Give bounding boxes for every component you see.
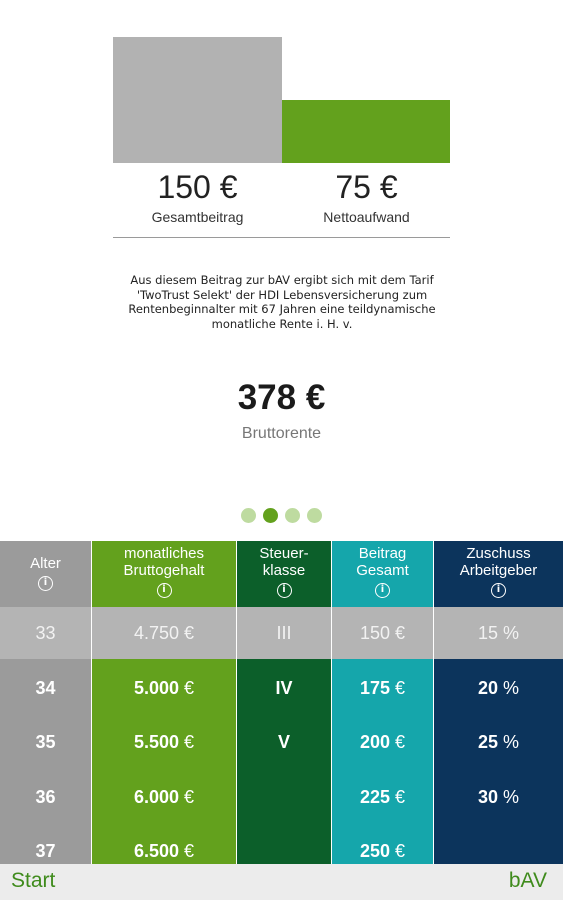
cell-unit: €: [395, 786, 406, 807]
cell-value: 6.500: [133, 841, 179, 861]
cell-value: 20: [477, 677, 498, 698]
table-cell[interactable]: [92, 786, 236, 808]
bottom-navigation: [0, 864, 563, 900]
age-column-header: [0, 541, 91, 607]
cell-value: 15: [477, 623, 498, 643]
cell-unit: €: [395, 623, 406, 643]
page-dot[interactable]: [307, 508, 322, 523]
tax-class-column[interactable]: [237, 541, 331, 864]
cell-value: 6.000: [133, 786, 179, 807]
info-icon[interactable]: i: [375, 583, 390, 598]
cell-unit: €: [395, 732, 406, 752]
table-cell[interactable]: [434, 786, 563, 808]
table-cell[interactable]: [0, 786, 91, 808]
net-cost-bar: [282, 100, 450, 163]
cell-unit: %: [503, 623, 520, 643]
cell-value: 35: [35, 732, 56, 752]
cell-unit: €: [184, 732, 195, 752]
page-dot[interactable]: [263, 508, 278, 523]
net-cost-block: [282, 168, 451, 226]
bav-nav-button[interactable]: bAV: [508, 869, 547, 892]
employer-header-line2: Arbeitgeber: [459, 562, 538, 579]
employer-subsidy-column-header: [434, 541, 563, 607]
table-cell[interactable]: [92, 840, 236, 862]
gross-pension-amount: 378 €: [237, 378, 326, 417]
table-cell[interactable]: [92, 731, 236, 753]
table-cell[interactable]: [332, 677, 433, 699]
salary-column-header: [92, 541, 236, 607]
info-icon[interactable]: i: [157, 583, 172, 598]
total-header-line1: Beitrag: [358, 545, 407, 562]
age-header-label: Alter: [30, 555, 61, 572]
cell-value: IV: [275, 677, 293, 698]
info-icon[interactable]: i: [277, 583, 292, 598]
cell-value: 37: [35, 841, 56, 861]
cell-unit: €: [184, 786, 195, 807]
cell-value: 250: [359, 841, 390, 861]
cell-unit: %: [503, 786, 520, 807]
table-cell[interactable]: [332, 840, 433, 862]
total-header-line2: Gesamt: [356, 562, 409, 579]
info-icon[interactable]: i: [38, 576, 53, 591]
cell-value: 150: [359, 623, 390, 643]
cell-value: 34: [35, 677, 56, 698]
info-icon[interactable]: i: [491, 583, 506, 598]
cell-value: 5.500: [133, 732, 179, 752]
table-cell[interactable]: [237, 622, 331, 644]
cell-value: 30: [477, 786, 498, 807]
cell-value: 200: [359, 732, 390, 752]
cell-unit: €: [395, 677, 406, 698]
cell-unit: %: [503, 732, 520, 752]
table-cell[interactable]: [92, 677, 236, 699]
salary-header-line1: monatliches: [123, 545, 205, 562]
table-cell[interactable]: [237, 731, 331, 753]
employer-subsidy-column[interactable]: [434, 541, 563, 864]
cell-value: III: [276, 623, 292, 643]
cell-value: 4.750: [133, 623, 179, 643]
table-cell[interactable]: [434, 731, 563, 753]
table-cell[interactable]: [434, 622, 563, 644]
cell-value: 36: [35, 786, 56, 807]
page-dot[interactable]: [241, 508, 256, 523]
total-contribution-column-header: [332, 541, 433, 607]
salary-column[interactable]: [92, 541, 236, 864]
gross-pension-label: Bruttorente: [241, 425, 322, 442]
tax-header-line1: Steuer-: [259, 545, 309, 562]
gross-contribution-block: [113, 168, 282, 226]
cell-value: 175: [359, 677, 390, 698]
gross-contribution-amount: 150 €: [157, 169, 238, 205]
table-cell[interactable]: [0, 677, 91, 699]
page-dot[interactable]: [285, 508, 300, 523]
cell-value: 33: [35, 623, 56, 643]
net-cost-amount: 75 €: [335, 169, 398, 205]
page-indicator[interactable]: [0, 508, 563, 523]
table-cell[interactable]: [0, 622, 91, 644]
total-contribution-column[interactable]: [332, 541, 433, 864]
cell-unit: €: [184, 623, 195, 643]
table-cell[interactable]: [0, 731, 91, 753]
salary-header-line2: Bruttogehalt: [123, 562, 205, 579]
table-cell[interactable]: [92, 622, 236, 644]
cell-unit: €: [184, 841, 195, 861]
tax-class-column-header: [237, 541, 331, 607]
tax-header-line2: klasse: [262, 562, 306, 579]
table-cell[interactable]: [0, 840, 91, 862]
cell-value: 225: [359, 786, 390, 807]
table-cell[interactable]: [332, 622, 433, 644]
cell-unit: %: [503, 677, 520, 698]
net-cost-label: Nettoaufwand: [323, 209, 410, 225]
employer-header-line1: Zuschuss: [466, 545, 531, 562]
gross-contribution-bar: [113, 37, 282, 163]
gross-contribution-label: Gesamtbeitrag: [151, 209, 244, 225]
age-column[interactable]: [0, 541, 91, 864]
pension-description: Aus diesem Beitrag zur bAV ergibt sich mit dem Tarif 'TwoTrust Selekt' der HDI Lebensversicherung zum Rentenbeginnalter mit 67 Jahren eine teildynamische monatliche Rente i. H. v.: [128, 273, 436, 331]
cell-unit: €: [184, 677, 195, 698]
cell-value: V: [277, 732, 290, 752]
cell-unit: €: [395, 841, 406, 861]
table-cell[interactable]: [332, 731, 433, 753]
table-cell[interactable]: [434, 677, 563, 699]
divider: [113, 237, 450, 238]
cell-value: 5.000: [133, 677, 179, 698]
table-cell[interactable]: [332, 786, 433, 808]
table-cell[interactable]: [237, 677, 331, 699]
start-nav-button[interactable]: Start: [11, 869, 56, 892]
cell-value: 25: [477, 732, 498, 752]
